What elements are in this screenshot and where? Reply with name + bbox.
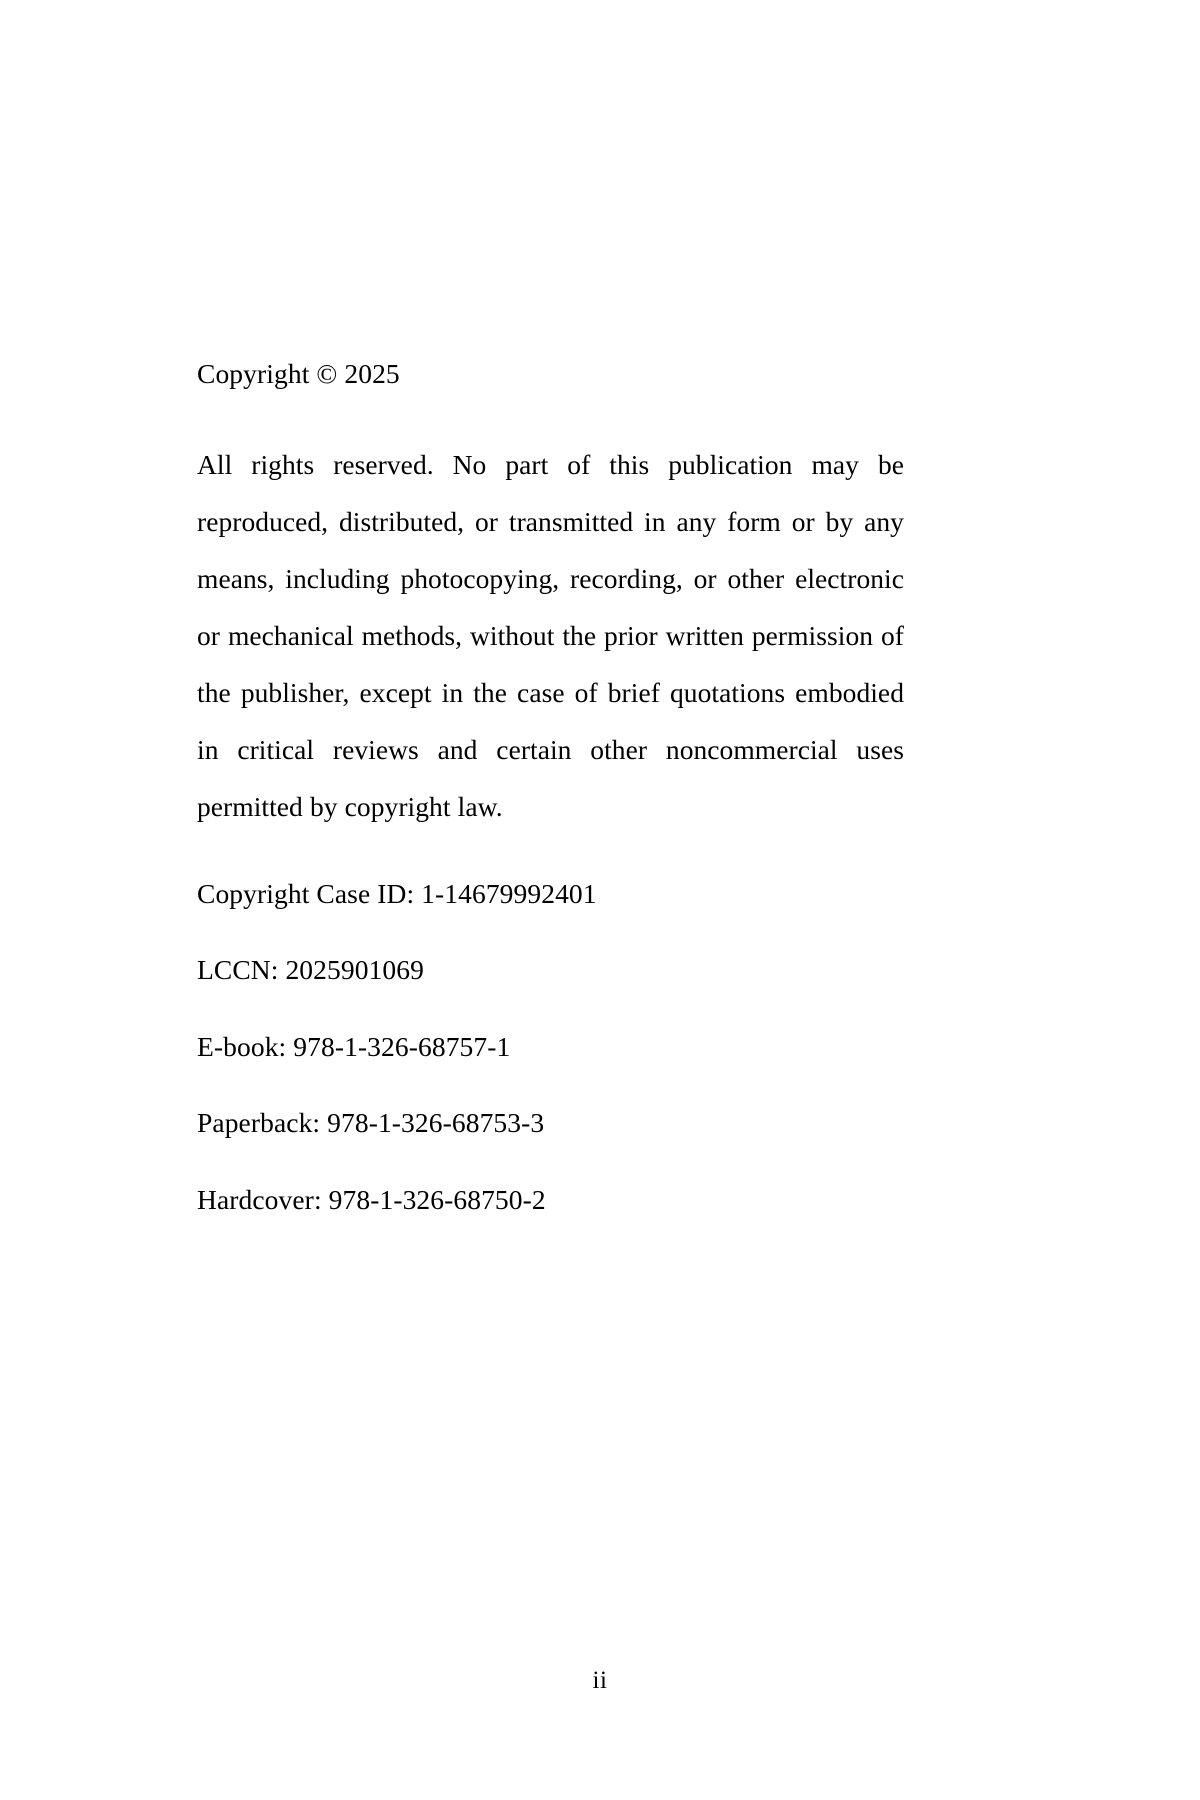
copyright-notice: Copyright © 2025 xyxy=(197,358,400,389)
publication-identifiers-list xyxy=(197,877,904,1215)
paperback-isbn-line: Paperback: 978-1-326-68753-3 xyxy=(197,1107,545,1138)
all-rights-reserved-statement: All rights reserved. No part of this publication may be reproduced, distributed, or transmitted in any form or by any means, including photocopying, recording, or other electronic or mechanical methods, without the prior written permission of the publisher, except in the case of brief quotations embodied in critical reviews and certain other noncommercial uses permitted by copyright law. xyxy=(197,448,904,822)
lccn-line: LCCN: 2025901069 xyxy=(197,954,424,985)
hardcover-isbn-line: Hardcover: 978-1-326-68750-2 xyxy=(197,1183,546,1215)
ebook-isbn-line: E-book: 978-1-326-68757-1 xyxy=(197,1030,511,1062)
copyright-case-id-line: Copyright Case ID: 1-14679992401 xyxy=(197,877,597,909)
copyright-page-content xyxy=(197,360,904,1213)
page-number: ii xyxy=(592,1667,608,1694)
